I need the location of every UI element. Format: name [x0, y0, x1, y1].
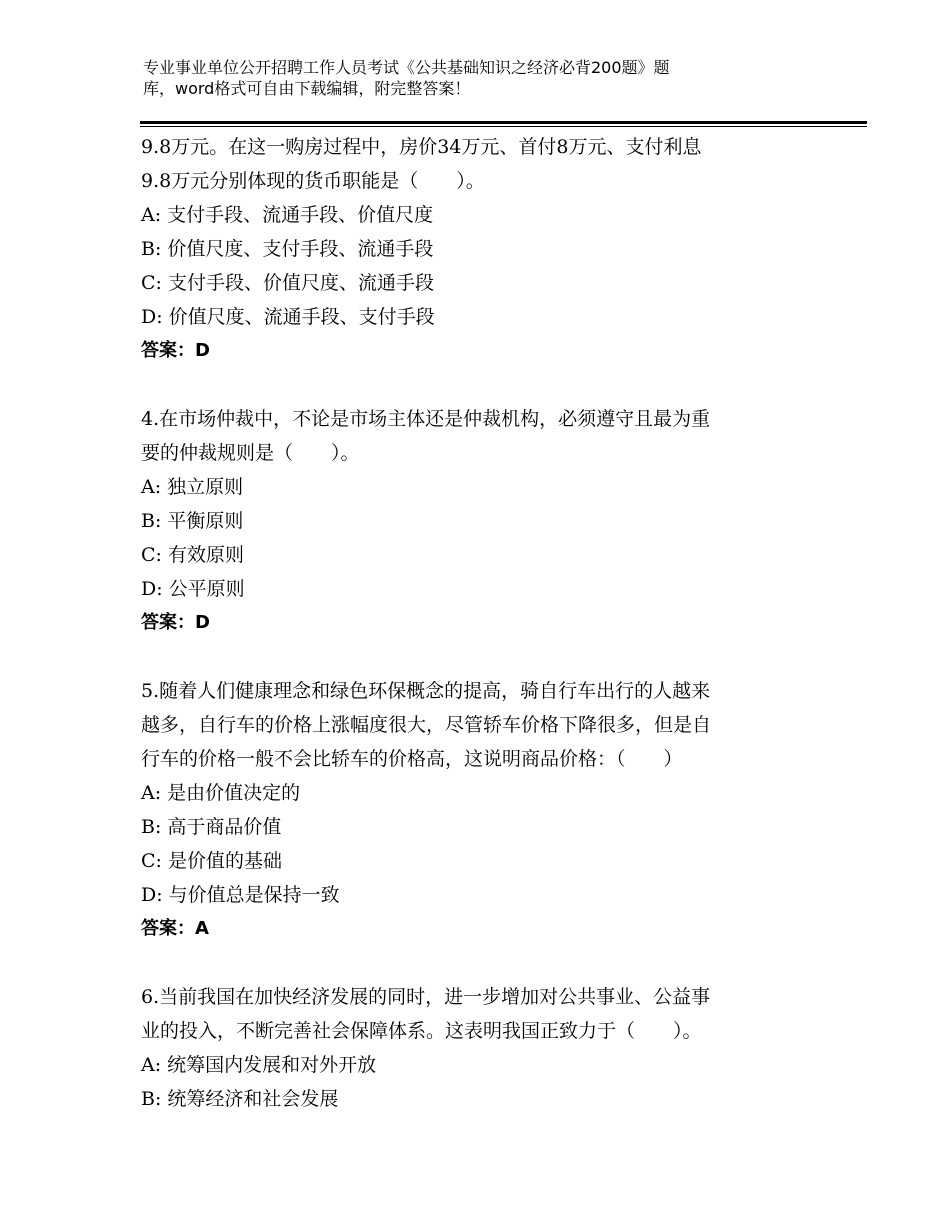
- header-title-line1: 专业事业单位公开招聘工作人员考试《公共基础知识之经济必背200题》题: [143, 58, 670, 77]
- header-title-line2: 库，word格式可自由下载编辑，附完整答案！: [143, 79, 471, 98]
- option-a: A: 统筹国内发展和对外开放: [141, 1054, 377, 1076]
- option-b: B: 统筹经济和社会发展: [141, 1088, 339, 1110]
- option-a: A: 是由价值决定的: [141, 782, 301, 804]
- question-stem: 4.在市场仲裁中，不论是市场主体还是仲裁机构，必须遵守且最为重: [141, 408, 711, 430]
- question-stem: 要的仲裁规则是（ ）。: [141, 442, 360, 464]
- option-d: D: 公平原则: [141, 578, 245, 600]
- question-stem: 6.当前我国在加快经济发展的同时，进一步增加对公共事业、公益事: [141, 986, 711, 1008]
- option-b: B: 高于商品价值: [141, 816, 282, 838]
- question-stem: 9.8万元分别体现的货币职能是（ ）。: [141, 170, 485, 192]
- header-rule-thin: [140, 126, 867, 127]
- question-4: [141, 402, 801, 640]
- option-c: C: 支付手段、价值尺度、流通手段: [141, 272, 434, 294]
- question-stem: 行车的价格一般不会比轿车的价格高，这说明商品价格：（ ）: [141, 748, 683, 770]
- question-stem: 业的投入，不断完善社会保障体系。这表明我国正致力于（ ）。: [141, 1020, 702, 1042]
- option-c: C: 有效原则: [141, 544, 244, 566]
- document-body: [141, 130, 801, 1116]
- option-c: C: 是价值的基础: [141, 850, 282, 872]
- option-d: D: 价值尺度、流通手段、支付手段: [141, 306, 435, 328]
- answer-label: 答案：A: [141, 918, 209, 939]
- question-6: [141, 980, 801, 1116]
- option-d: D: 与价值总是保持一致: [141, 884, 340, 906]
- header-rule-thick: [140, 121, 867, 124]
- question-5: [141, 674, 801, 946]
- option-b: B: 平衡原则: [141, 510, 244, 532]
- option-b: B: 价值尺度、支付手段、流通手段: [141, 238, 434, 260]
- option-a: A: 支付手段、流通手段、价值尺度: [141, 204, 434, 226]
- question-3: [141, 130, 801, 368]
- answer-label: 答案：D: [141, 612, 210, 633]
- answer-label: 答案：D: [141, 340, 210, 361]
- question-stem: 9.8万元。在这一购房过程中，房价34万元、首付8万元、支付利息: [141, 136, 702, 158]
- option-a: A: 独立原则: [141, 476, 244, 498]
- question-stem: 5.随着人们健康理念和绿色环保概念的提高，骑自行车出行的人越来: [141, 680, 711, 702]
- question-stem: 越多，自行车的价格上涨幅度很大，尽管轿车价格下降很多，但是自: [141, 714, 712, 736]
- document-header: [143, 57, 823, 99]
